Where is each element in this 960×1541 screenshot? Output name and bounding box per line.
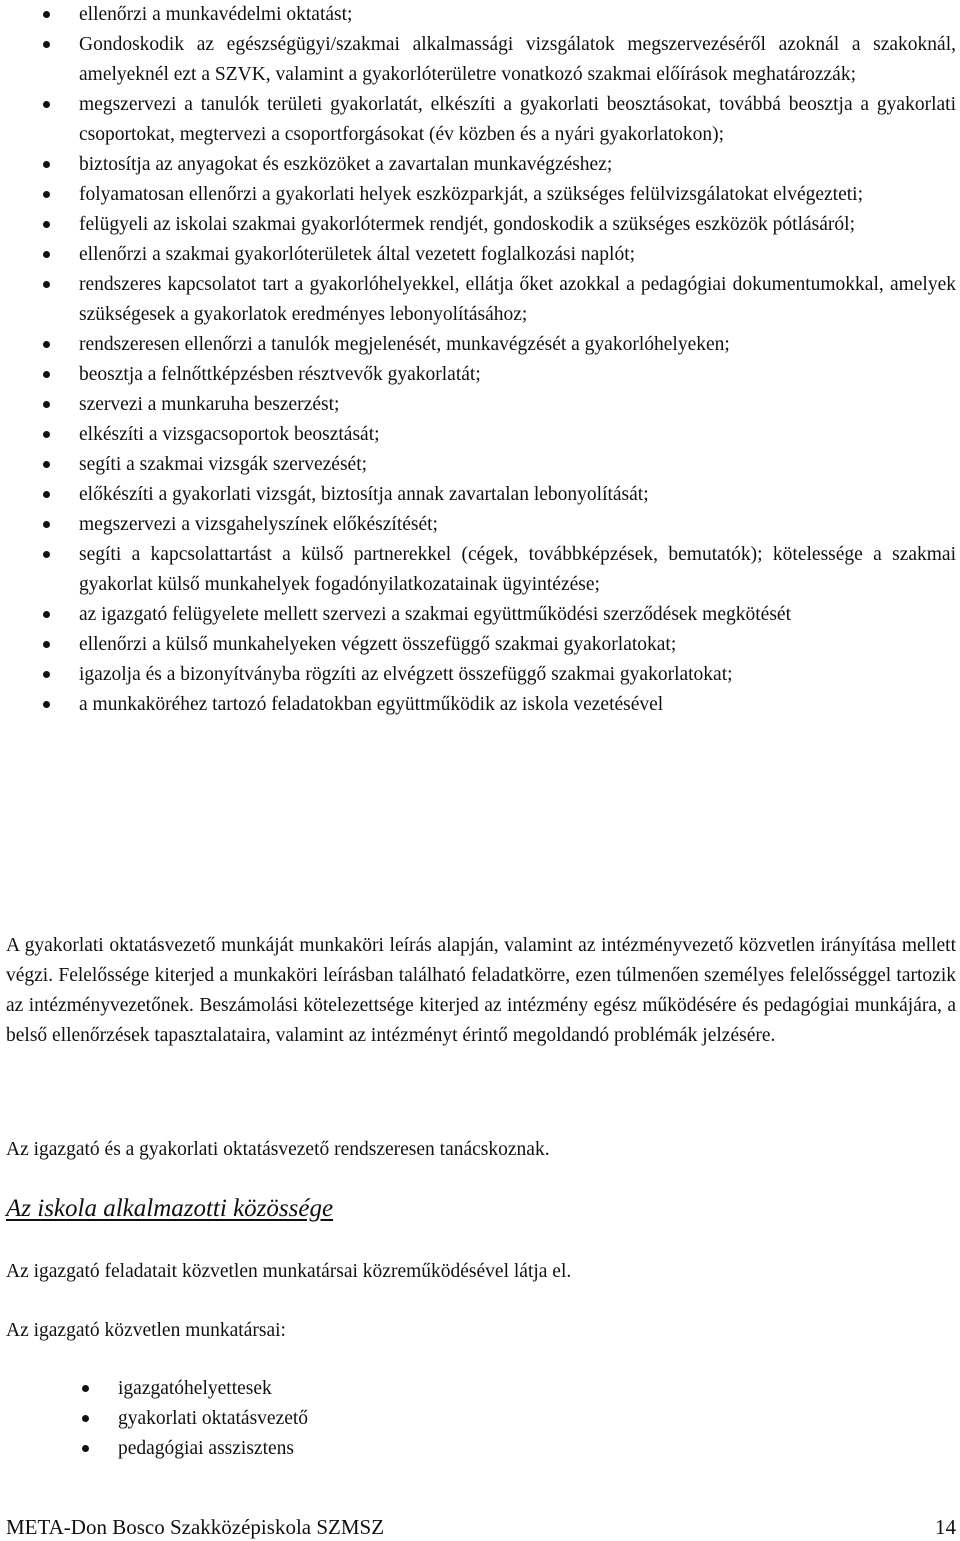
list-item: előkészíti a gyakorlati vizsgát, biztosítja annak zavartalan lebonyolítását;	[6, 480, 956, 510]
list-item: felügyeli az iskolai szakmai gyakorlótermek rendjét, gondoskodik a szükséges eszközök pótlásáról;	[6, 210, 956, 240]
page-number: 14	[935, 1515, 956, 1539]
list-item: rendszeresen ellenőrzi a tanulók megjelenését, munkavégzését a gyakorlóhelyeken;	[6, 330, 956, 360]
list-item: folyamatosan ellenőrzi a gyakorlati helyek eszközparkját, a szükséges felülvizsgálatokat elvégezteti;	[6, 180, 956, 210]
list-item: ellenőrzi a munkavédelmi oktatást;	[6, 0, 956, 30]
list-item: biztosítja az anyagokat és eszközöket a zavartalan munkavégzéshez;	[6, 150, 956, 180]
list-item: rendszeres kapcsolatot tart a gyakorlóhelyekkel, ellátja őket azokkal a pedagógiai dokumentumokkal, amelyek szükségesek a gyakorlatok eredményes lebonyolításához;	[6, 270, 956, 330]
list-item: Gondoskodik az egészségügyi/szakmai alkalmassági vizsgálatok megszervezéséről azoknál a szakoknál, amelyeknél ezt a SZVK, valamint a gyakorlóterületre vonatkozó szakmai előírások meghatározzák;	[6, 30, 956, 90]
associates-list	[6, 1374, 956, 1464]
list-item: pedagógiai asszisztens	[6, 1434, 956, 1464]
list-item: szervezi a munkaruha beszerzést;	[6, 390, 956, 420]
list-item: gyakorlati oktatásvezető	[6, 1404, 956, 1434]
list-item: ellenőrzi a külső munkahelyeken végzett összefüggő szakmai gyakorlatokat;	[6, 630, 956, 660]
list-item: igazgatóhelyettesek	[6, 1374, 956, 1404]
list-item: a munkaköréhez tartozó feladatokban együttműködik az iskola vezetésével	[6, 690, 956, 720]
list-item: segíti a szakmai vizsgák szervezését;	[6, 450, 956, 480]
page-footer	[6, 1513, 956, 1541]
section-heading: Az iskola alkalmazotti közössége	[6, 1195, 334, 1222]
associates-label: Az igazgató közvetlen munkatársai:	[6, 1320, 286, 1341]
responsibility-paragraph: A gyakorlati oktatásvezető munkáját munkaköri leírás alapján, valamint az intézményvezető közvetlen irányítása mellett végzi. Felelőssége kiterjed a munkaköri leírásban található feladatkörre, ezen túlmenően személyes felelősséggel tartozik az intézményvezetőnek. Beszámolási kötelezettsége kiterjed az intézmény egész működésére és pedagógiai munkájára, a belső ellenőrzések tapasztalataira, valamint az intézményt érintő megoldandó problémák jelzésére.	[6, 935, 956, 1046]
list-item: ellenőrzi a szakmai gyakorlóterületek által vezetett foglalkozási naplót;	[6, 240, 956, 270]
list-item: az igazgató felügyelete mellett szervezi a szakmai együttműködési szerződések megkötését	[6, 600, 956, 630]
duties-list	[6, 0, 956, 720]
list-item: beosztja a felnőttképzésben résztvevők gyakorlatát;	[6, 360, 956, 390]
intro-paragraph: Az igazgató feladatait közvetlen munkatársai közreműködésével látja el.	[6, 1261, 572, 1282]
list-item: megszervezi a vizsgahelyszínek előkészítését;	[6, 510, 956, 540]
list-item: segíti a kapcsolattartást a külső partnerekkel (cégek, továbbképzések, bemutatók); kötelessége a szakmai gyakorlat külső munkahelyek fogadónyilatkozatainak ügyintézése;	[6, 540, 956, 600]
consultation-paragraph: Az igazgató és a gyakorlati oktatásvezető rendszeresen tanácskoznak.	[6, 1139, 550, 1160]
list-item: elkészíti a vizsgacsoportok beosztását;	[6, 420, 956, 450]
footer-school-name: META-Don Bosco Szakközépiskola SZMSZ	[6, 1515, 385, 1539]
list-item: igazolja és a bizonyítványba rögzíti az elvégzett összefüggő szakmai gyakorlatokat;	[6, 660, 956, 690]
list-item: megszervezi a tanulók területi gyakorlatát, elkészíti a gyakorlati beosztásokat, továbbá beosztja a gyakorlati csoportokat, megtervezi a csoportforgásokat (év közben és a nyári gyakorlatokon);	[6, 90, 956, 150]
